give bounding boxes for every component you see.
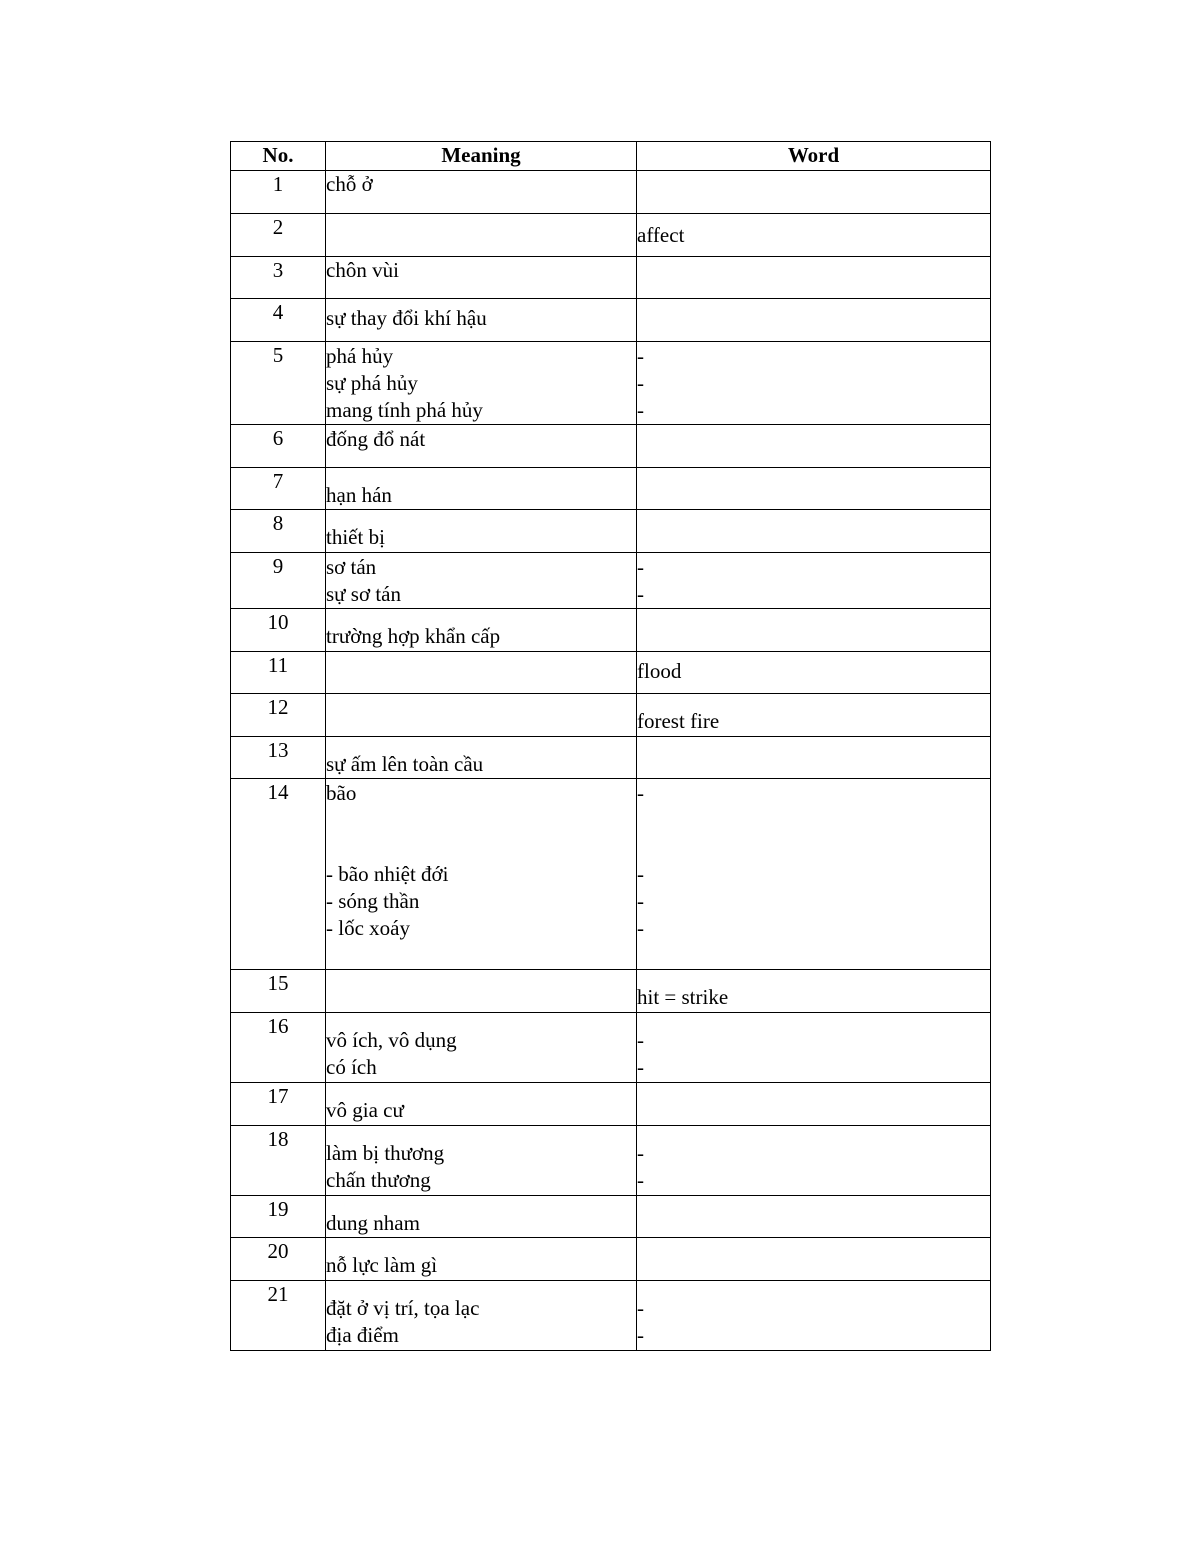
meaning-cell [326,1196,637,1238]
word-cell [637,510,991,553]
row-number: 1 [231,171,326,214]
meaning-cell [326,1013,637,1083]
row-number: 12 [231,694,326,737]
row-number: 7 [231,468,326,510]
meaning-text: chôn vùi [326,258,399,282]
word-text: - [637,889,644,913]
meaning-text: bão [326,781,357,805]
table-row [231,779,991,970]
word-text: - [637,1323,644,1347]
table-row [231,553,991,609]
meaning-text: sự thay đổi khí hậu [326,306,487,330]
word-text: affect [637,223,685,247]
row-number: 2 [231,214,326,257]
row-number: 8 [231,510,326,553]
word-cell [637,1281,991,1351]
word-cell [637,299,991,342]
row-number: 10 [231,609,326,652]
meaning-text: đặt ở vị trí, tọa lạc [326,1296,480,1320]
word-cell [637,342,991,425]
word-text: - [637,1296,644,1320]
meaning-text: trường hợp khẩn cấp [326,624,501,648]
word-cell [637,737,991,779]
meaning-text: dung nham [326,1211,420,1235]
spacer [637,807,990,861]
meaning-cell [326,171,637,214]
word-text: - [637,555,644,579]
table-row [231,257,991,299]
meaning-text: chấn thương [326,1168,431,1192]
row-number: 14 [231,779,326,970]
meaning-text: - sóng thần [326,889,420,913]
table-row [231,609,991,652]
word-cell [637,609,991,652]
meaning-cell [326,214,637,257]
table-row [231,737,991,779]
meaning-text: sơ tán [326,555,377,579]
table-row [231,1238,991,1281]
word-text: flood [637,659,682,683]
meaning-text: đống đổ nát [326,427,426,451]
meaning-text: chỗ ở [326,172,373,196]
meaning-cell [326,553,637,609]
table-row [231,299,991,342]
header-no: No. [231,142,326,171]
row-number: 21 [231,1281,326,1351]
table-row [231,510,991,553]
table-row [231,1126,991,1196]
meaning-text: thiết bị [326,525,385,549]
meaning-cell [326,1238,637,1281]
meaning-cell [326,257,637,299]
table-row [231,1196,991,1238]
word-text: - [637,1141,644,1165]
word-text: - [637,344,644,368]
meaning-cell [326,737,637,779]
meaning-text: sự sơ tán [326,582,401,606]
row-number: 19 [231,1196,326,1238]
word-text: - [637,398,644,422]
meaning-cell [326,652,637,694]
word-text: - [637,1168,644,1192]
meaning-cell [326,609,637,652]
word-cell [637,652,991,694]
word-cell [637,171,991,214]
word-text: - [637,1028,644,1052]
header-meaning: Meaning [326,142,637,171]
word-text: - [637,862,644,886]
row-number: 3 [231,257,326,299]
word-cell [637,1083,991,1126]
word-cell [637,1196,991,1238]
word-cell [637,694,991,737]
row-number: 16 [231,1013,326,1083]
meaning-text: có ích [326,1055,377,1079]
word-text: - [637,1055,644,1079]
row-number: 5 [231,342,326,425]
meaning-cell [326,779,637,970]
word-cell [637,425,991,468]
meaning-cell [326,510,637,553]
word-text: forest fire [637,709,720,733]
meaning-cell [326,342,637,425]
word-cell [637,1126,991,1196]
word-text: - [637,916,644,940]
meaning-cell [326,1126,637,1196]
table-row [231,970,991,1013]
row-number: 20 [231,1238,326,1281]
word-text: - [637,582,644,606]
row-number: 9 [231,553,326,609]
meaning-text: - bão nhiệt đới [326,862,449,886]
row-number: 6 [231,425,326,468]
meaning-text: địa điểm [326,1323,399,1347]
meaning-text: sự phá hủy [326,371,418,395]
meaning-text: hạn hán [326,483,392,507]
meaning-cell [326,299,637,342]
table-row [231,1013,991,1083]
meaning-cell [326,694,637,737]
row-number: 18 [231,1126,326,1196]
row-number: 11 [231,652,326,694]
table-row [231,214,991,257]
meaning-cell [326,468,637,510]
word-cell [637,779,991,970]
table-row [231,425,991,468]
word-text: hit = strike [637,985,729,1009]
meaning-text: vô ích, vô dụng [326,1028,457,1052]
vocabulary-table [230,141,991,1351]
meaning-cell [326,970,637,1013]
word-cell [637,970,991,1013]
row-number: 17 [231,1083,326,1126]
table-row [231,694,991,737]
table-row [231,652,991,694]
meaning-text: vô gia cư [326,1098,404,1122]
meaning-text: phá hủy [326,344,394,368]
meaning-cell [326,425,637,468]
row-number: 4 [231,299,326,342]
table-row [231,342,991,425]
word-cell [637,1013,991,1083]
word-cell [637,553,991,609]
meaning-text: mang tính phá hủy [326,398,483,422]
word-cell [637,1238,991,1281]
meaning-text: nỗ lực làm gì [326,1253,438,1277]
spacer [326,807,636,861]
table-header-row [231,142,991,171]
row-number: 13 [231,737,326,779]
table-row [231,1083,991,1126]
meaning-text: làm bị thương [326,1141,445,1165]
word-text: - [637,781,644,805]
table-row [231,171,991,214]
meaning-cell [326,1083,637,1126]
word-cell [637,257,991,299]
header-word: Word [637,142,991,171]
table-row [231,468,991,510]
meaning-text: - lốc xoáy [326,916,410,940]
table-row [231,1281,991,1351]
word-cell [637,214,991,257]
row-number: 15 [231,970,326,1013]
meaning-cell [326,1281,637,1351]
meaning-text: sự ấm lên toàn cầu [326,752,484,776]
word-text: - [637,371,644,395]
word-cell [637,468,991,510]
